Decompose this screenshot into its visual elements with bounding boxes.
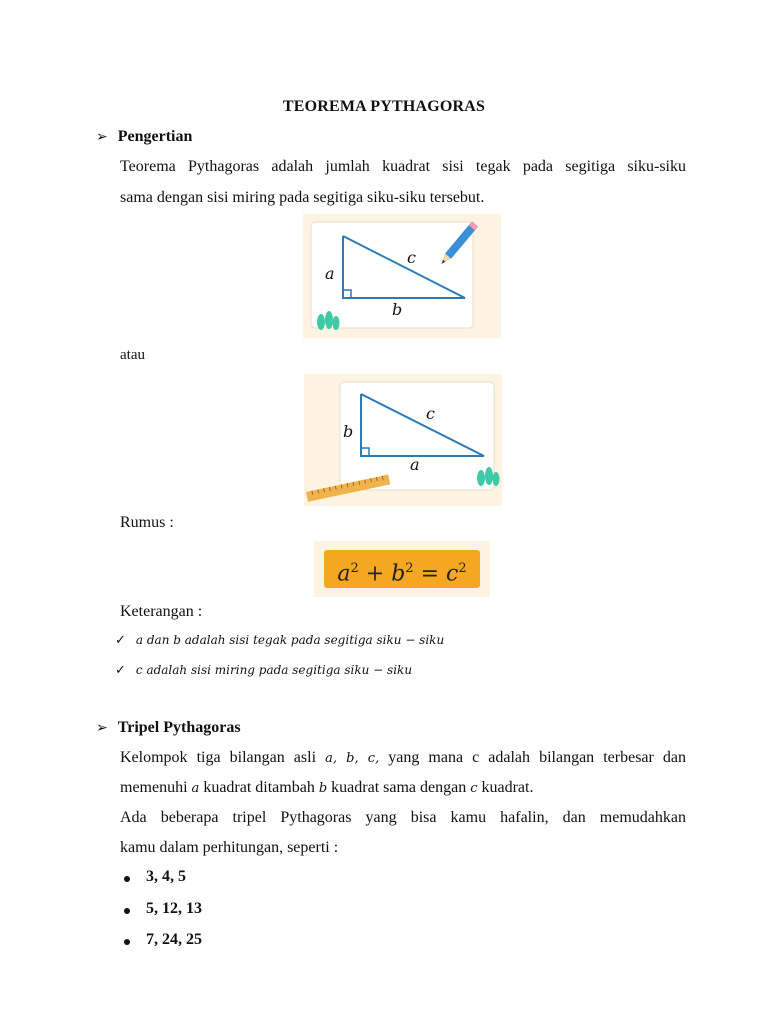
math-b: b <box>318 781 328 796</box>
section-pengertian <box>96 128 192 146</box>
section-tripel <box>96 719 241 737</box>
section-heading: Pengertian <box>117 128 193 145</box>
triple-value: 5, 12, 13 <box>146 900 202 917</box>
rumus-label: Rumus : <box>120 514 174 531</box>
text-span: yang mana c adalah bilangan terbesar dan <box>388 749 687 766</box>
tripel-line-2 <box>120 772 686 804</box>
bullet-dot-icon <box>124 876 130 882</box>
check-icon: ✓ <box>115 633 126 648</box>
math-abc: a, b, c, <box>325 751 380 766</box>
tripel-line-1 <box>120 742 686 774</box>
label-c: c <box>407 248 416 267</box>
triple-value: 3, 4, 5 <box>146 868 186 885</box>
tripel-line-3: Ada beberapa tripel Pythagoras yang bisa kamu hafalin, dan memudahkan <box>120 809 686 826</box>
bullet-dot-icon <box>124 939 130 945</box>
formula-c: c <box>446 561 459 587</box>
section-heading: Tripel Pythagoras <box>117 719 241 736</box>
triangle-figure-1 <box>303 214 501 338</box>
keterangan-item-1 <box>115 631 444 649</box>
triangle-illustration-2 <box>304 374 502 506</box>
definition-line-2: sama dengan sisi miring pada segitiga siku-siku tersebut. <box>120 189 485 206</box>
text-span: kuadrat sama dengan <box>331 779 467 796</box>
text-span: kuadrat. <box>481 779 534 796</box>
formula-plus: + <box>365 561 385 587</box>
math-c: c <box>470 781 478 796</box>
formula-a: a <box>337 561 351 587</box>
label-a: a <box>410 455 420 474</box>
bullet-dot-icon <box>124 908 130 914</box>
definition-line-1: Teorema Pythagoras adalah jumlah kuadrat sisi tegak pada segitiga siku-siku <box>120 158 686 175</box>
keterangan-text: c adalah sisi miring pada segitiga siku − siku <box>135 663 413 677</box>
triple-value: 7, 24, 25 <box>146 931 202 948</box>
label-b: b <box>343 422 354 441</box>
formula-equals: = <box>420 561 440 587</box>
keterangan-label: Keterangan : <box>120 603 203 620</box>
label-a: a <box>325 264 335 283</box>
tripel-line-4: kamu dalam perhitungan, seperti : <box>120 839 339 856</box>
label-c: c <box>426 404 435 423</box>
text-span: kuadrat ditambah <box>203 779 315 796</box>
formula-card <box>314 541 490 597</box>
text-span: Kelompok tiga bilangan asli <box>120 749 317 766</box>
formula-box <box>324 550 480 588</box>
page-title: TEOREMA PYTHAGORAS <box>282 98 486 115</box>
keterangan-item-2 <box>115 661 412 679</box>
formula-exp-b: 2 <box>405 561 414 576</box>
check-icon: ✓ <box>115 663 126 678</box>
math-a: a <box>191 781 200 796</box>
triangle-figure-2 <box>304 374 502 506</box>
arrow-bullet-icon: ➢ <box>96 129 108 145</box>
arrow-bullet-icon: ➢ <box>96 720 108 736</box>
keterangan-text: a dan b adalah sisi tegak pada segitiga siku − siku <box>135 633 445 647</box>
formula-b: b <box>391 561 406 587</box>
formula-exp-c: 2 <box>458 561 467 576</box>
text-span: memenuhi <box>120 779 188 796</box>
label-b: b <box>392 300 403 319</box>
formula-exp-a: 2 <box>350 561 359 576</box>
atau-text: atau <box>120 347 145 363</box>
